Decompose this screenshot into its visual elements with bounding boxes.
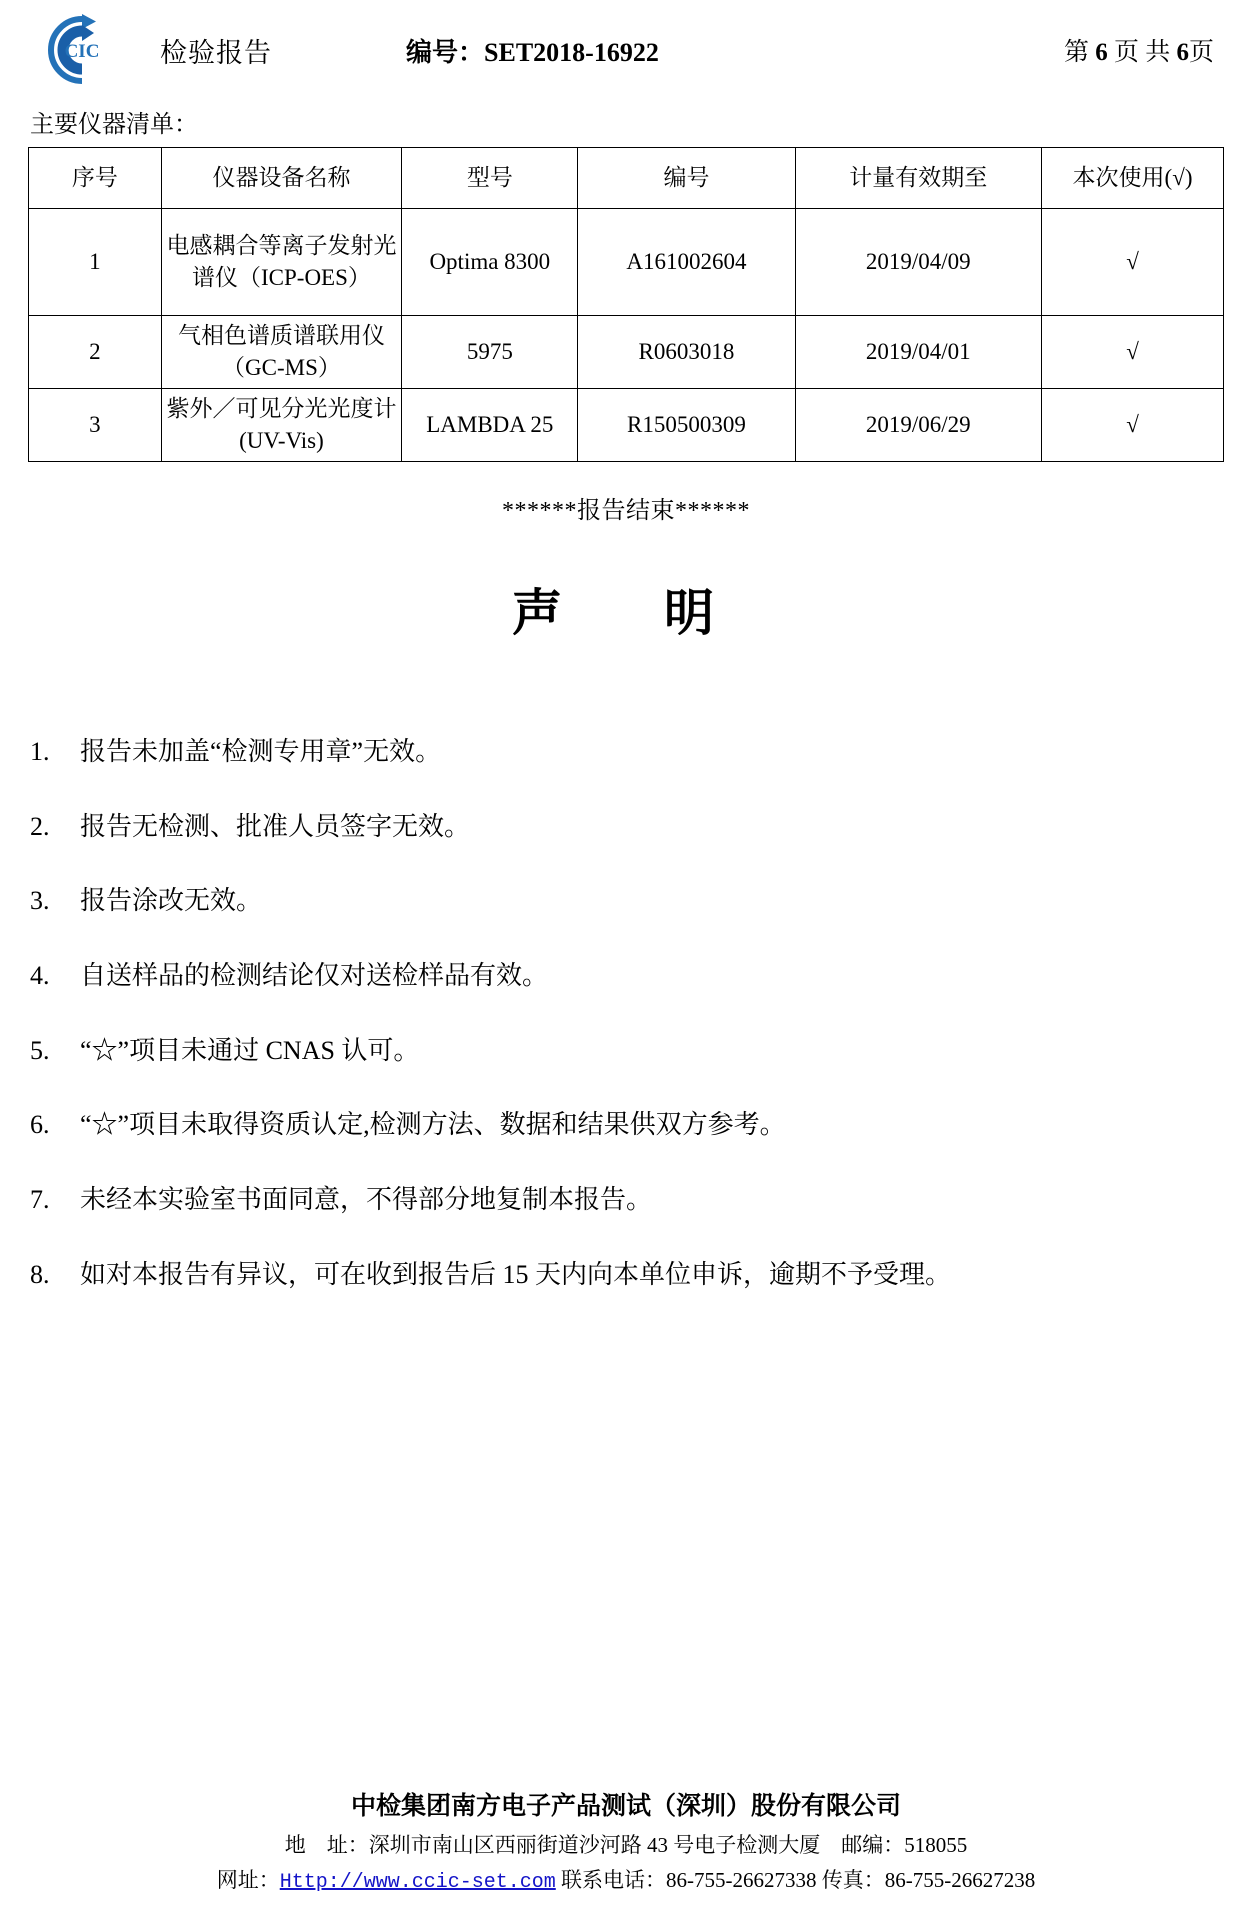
list-item [30,1181,1192,1219]
cell-sn: R150500309 [578,389,795,462]
list-item-text: “☆”项目未通过 CNAS 认可。 [80,1035,420,1065]
footer-web-label: 网址： [216,1868,280,1892]
cell-model: 5975 [402,316,578,389]
cell-date: 2019/04/01 [795,316,1042,389]
page-total: 6 [1176,39,1189,66]
cell-sn: A161002604 [578,209,795,316]
cic-logo [28,11,136,89]
footer-website-link[interactable]: Http://www.ccic-set.com [279,1871,556,1894]
page-mid: 页 共 [1113,39,1171,66]
column-header-date: 计量有效期至 [795,148,1042,209]
list-item [30,808,1192,846]
cell-model: Optima 8300 [402,209,578,316]
table-row [29,209,1224,316]
report-number-value: SET2018-16922 [484,37,659,67]
column-header-sn: 编号 [578,148,795,209]
cell-used: √ [1042,389,1224,462]
list-item-number: 6. [30,1110,50,1140]
list-item-text: 报告涂改无效。 [80,886,263,916]
list-item-text: 报告无检测、批准人员签字无效。 [80,811,471,841]
page-prefix: 第 [1063,39,1089,66]
list-item [30,1106,1192,1144]
declaration-list [0,733,1252,1294]
declaration-title: 声 明 [512,585,740,641]
list-item-number: 3. [30,886,50,916]
cell-seq: 2 [29,316,162,389]
list-item-text: 未经本实验室书面同意，不得部分地复制本报告。 [80,1185,653,1215]
report-number [406,32,659,69]
page-suffix: 页 [1188,39,1214,66]
list-item-number: 1. [30,737,50,766]
footer-address: 地 址：深圳市南山区西丽街道沙河路 43 号电子检测大厦 邮编：518055 [284,1833,968,1857]
list-item-number: 2. [30,811,50,841]
cic-logo-icon [32,12,132,88]
cell-seq: 1 [29,209,162,316]
report-end-marker: ******报告结束****** [502,498,750,524]
page-header [0,0,1252,86]
cell-name: 电感耦合等离子发射光谱仪（ICP-OES） [161,209,402,316]
column-header-name: 仪器设备名称 [161,148,402,209]
instruments-table [28,147,1224,462]
cell-name: 紫外／可见分光光度计(UV-Vis) [161,389,402,462]
page-footer [0,1786,1252,1894]
list-item [30,1256,1192,1294]
table-row [29,316,1224,389]
report-number-label: 编号： [406,37,485,67]
instruments-caption: 主要仪器清单： [30,112,198,138]
column-header-used: 本次使用(√) [1042,148,1224,209]
cell-used: √ [1042,209,1224,316]
svg-text:CIC: CIC [64,41,100,62]
page-current: 6 [1095,39,1108,66]
list-item-text: 如对本报告有异议，可在收到报告后 15 天内向本单位申诉，逾期不予受理。 [80,1259,952,1289]
page-indicator [1064,32,1224,68]
cell-date: 2019/04/09 [795,209,1042,316]
list-item [30,957,1192,995]
list-item [30,882,1192,920]
table-header-row [29,148,1224,209]
table-row [29,389,1224,462]
footer-company-name: 中检集团南方电子产品测试（深圳）股份有限公司 [350,1793,901,1820]
footer-phone-fax: 联系电话：86-755-26627338 传真：86-755-26627238 [561,1868,1036,1892]
list-item-number: 8. [30,1259,50,1289]
list-item-text: “☆”项目未取得资质认定,检测方法、数据和结果供双方参考。 [80,1110,786,1140]
cell-seq: 3 [29,389,162,462]
header-title: 检验报告 [160,37,272,68]
column-header-seq: 序号 [29,148,162,209]
cell-name: 气相色谱质谱联用仪（GC-MS） [161,316,402,389]
list-item [30,1032,1192,1070]
cell-sn: R0603018 [578,316,795,389]
list-item-number: 5. [30,1035,50,1065]
list-item-number: 7. [30,1185,50,1215]
cell-used: √ [1042,316,1224,389]
list-item [30,733,1192,771]
footer-contact-line [0,1864,1252,1894]
list-item-text: 报告未加盖“检测专用章”无效。 [80,737,442,766]
column-header-model: 型号 [402,148,578,209]
list-item-text: 自送样品的检测结论仅对送检样品有效。 [80,961,549,991]
cell-date: 2019/06/29 [795,389,1042,462]
list-item-number: 4. [30,961,50,991]
cell-model: LAMBDA 25 [402,389,578,462]
